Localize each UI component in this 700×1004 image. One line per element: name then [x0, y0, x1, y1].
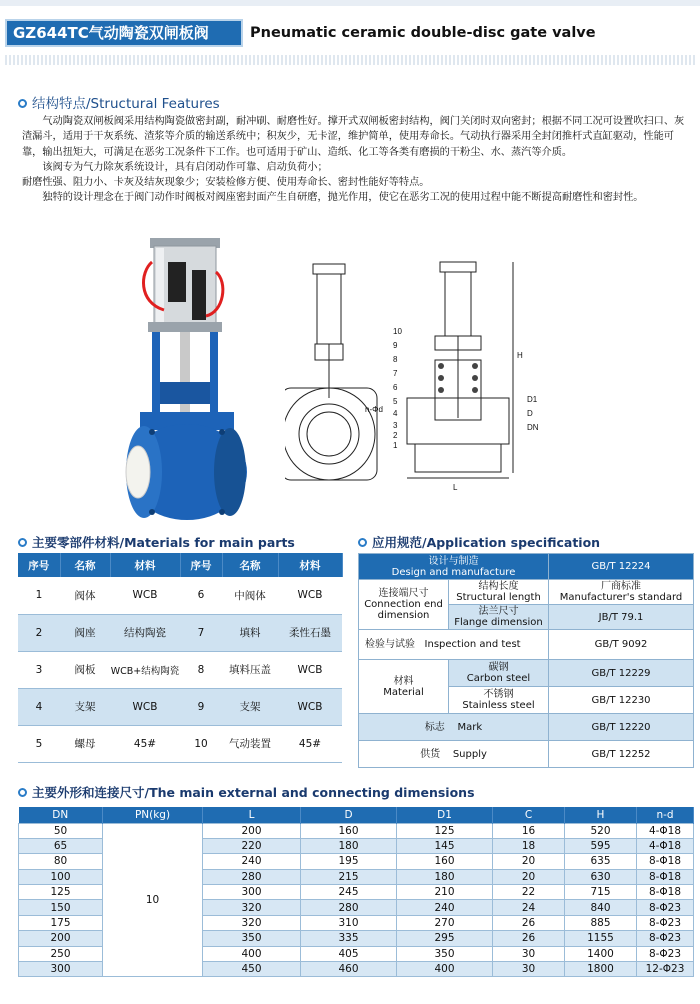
- dim-label: DN: [527, 423, 539, 432]
- cell: 1800: [565, 962, 637, 977]
- cell: 24: [493, 900, 565, 915]
- cell: 9: [180, 688, 222, 725]
- cell: 5: [18, 725, 60, 762]
- cell: 填料: [222, 614, 278, 651]
- part-label: 7: [393, 369, 398, 378]
- table-row: [19, 823, 694, 838]
- col-header: 名称: [60, 553, 110, 577]
- valve-photo: [112, 232, 262, 524]
- feature-paragraph: 独特的设计理念在于阀门动作时阀板对阀座密封面产生自研磨，抛光作用，使它在恶劣工况的使用过程中能不断提高耐磨性和密封性。: [42, 192, 644, 204]
- application-table: [358, 553, 694, 768]
- cell: 45#: [110, 725, 180, 762]
- cell: 1: [18, 577, 60, 614]
- cell: 填料压盖: [222, 651, 278, 688]
- cell: 阀板: [60, 651, 110, 688]
- cell: 50: [19, 823, 103, 838]
- cell: 阀座: [60, 614, 110, 651]
- cell: 连接端尺寸 Connection end dimension: [359, 580, 449, 630]
- cell: 125: [397, 823, 493, 838]
- cell: 8-Φ18: [637, 854, 694, 869]
- col-header: L: [203, 807, 301, 823]
- technical-drawing: [285, 248, 685, 516]
- feature-paragraph: 该阀专为气力除灰系统设计，具有启闭动作可靠、启动负荷小；: [42, 161, 328, 173]
- cell: 30: [493, 962, 565, 977]
- cell: 160: [301, 823, 397, 838]
- cell: 180: [397, 869, 493, 884]
- cell: 145: [397, 838, 493, 853]
- cell: 4-Φ18: [637, 823, 694, 838]
- table-header-row: [18, 553, 342, 577]
- cell: 635: [565, 854, 637, 869]
- table-row: [18, 725, 342, 762]
- cell: 450: [203, 962, 301, 977]
- dimensions-table: [18, 807, 694, 977]
- part-label: 9: [393, 341, 398, 350]
- cell: 6: [180, 577, 222, 614]
- cell: 法兰尺寸 Flange dimension: [449, 605, 549, 630]
- cell: 4: [18, 688, 60, 725]
- cell: 335: [301, 931, 397, 946]
- cell: 125: [19, 885, 103, 900]
- dim-label: L: [453, 483, 458, 492]
- cell: 595: [565, 838, 637, 853]
- cell: 16: [493, 823, 565, 838]
- cell: 设计与制造 Design and manufacture: [359, 554, 549, 580]
- part-label: 2: [393, 431, 398, 440]
- cell: 400: [203, 946, 301, 961]
- col-header: C: [493, 807, 565, 823]
- cell: GB/T 12230: [549, 687, 694, 714]
- col-header: D1: [397, 807, 493, 823]
- cell: 10: [180, 725, 222, 762]
- col-header: PN(kg): [103, 807, 203, 823]
- cell: 结构长度 Structural length: [449, 580, 549, 605]
- cell: 气动装置: [222, 725, 278, 762]
- cell: 65: [19, 838, 103, 853]
- cell: 245: [301, 885, 397, 900]
- cell: 检验与试验 Inspection and test: [359, 630, 549, 660]
- cell: 270: [397, 915, 493, 930]
- table-row: [359, 580, 694, 605]
- cell: 螺母: [60, 725, 110, 762]
- part-label: 3: [393, 421, 398, 430]
- cell: 碳钢 Carbon steel: [449, 660, 549, 687]
- cell: 8-Φ23: [637, 900, 694, 915]
- cell: 180: [301, 838, 397, 853]
- cell: 300: [203, 885, 301, 900]
- cell: GB/T 12252: [549, 741, 694, 768]
- col-header: 序号: [18, 553, 60, 577]
- structural-heading: 结构特点/Structural Features: [18, 92, 220, 112]
- cell: WCB: [278, 577, 342, 614]
- cell: 150: [19, 900, 103, 915]
- page-title-cn: GZ644TC气动陶瓷双闸板阀: [5, 19, 243, 47]
- col-header: n-d: [637, 807, 694, 823]
- cell: 210: [397, 885, 493, 900]
- dim-label: n-Φd: [365, 405, 383, 414]
- cell: 240: [203, 854, 301, 869]
- cell: 7: [180, 614, 222, 651]
- col-header: 序号: [180, 553, 222, 577]
- dim-label: D1: [527, 395, 538, 404]
- table-row: [359, 554, 694, 580]
- cell: 22: [493, 885, 565, 900]
- table-header-row: [19, 807, 694, 823]
- cell: 1155: [565, 931, 637, 946]
- cell: 250: [19, 946, 103, 961]
- cell: 520: [565, 823, 637, 838]
- cell: 20: [493, 854, 565, 869]
- dimensions-heading: 主要外形和连接尺寸/The main external and connecting dimensions: [18, 783, 475, 801]
- cell: 100: [19, 869, 103, 884]
- cell: 供货 Supply: [359, 741, 549, 768]
- cell: 12-Φ23: [637, 962, 694, 977]
- col-header: 材料: [110, 553, 180, 577]
- cell: WCB: [110, 688, 180, 725]
- cell: 2: [18, 614, 60, 651]
- cell: 320: [203, 915, 301, 930]
- cell: 支架: [222, 688, 278, 725]
- cell: 30: [493, 946, 565, 961]
- cell: 240: [397, 900, 493, 915]
- bullet-icon: [18, 99, 27, 108]
- cell: 215: [301, 869, 397, 884]
- cell: WCB+结构陶瓷: [110, 651, 180, 688]
- part-label: 8: [393, 355, 398, 364]
- bullet-icon: [18, 538, 27, 547]
- application-heading: 应用规范/Application specification: [358, 533, 600, 551]
- cell: 715: [565, 885, 637, 900]
- cell: WCB: [278, 688, 342, 725]
- cell: 18: [493, 838, 565, 853]
- cell: 310: [301, 915, 397, 930]
- page-title-en: Pneumatic ceramic double-disc gate valve: [250, 25, 596, 41]
- cell: 460: [301, 962, 397, 977]
- cell: 26: [493, 931, 565, 946]
- cell: 支架: [60, 688, 110, 725]
- cell: 320: [203, 900, 301, 915]
- materials-table: [18, 553, 343, 763]
- col-header: DN: [19, 807, 103, 823]
- cell: 220: [203, 838, 301, 853]
- cell: 350: [397, 946, 493, 961]
- cell: 885: [565, 915, 637, 930]
- col-header: 名称: [222, 553, 278, 577]
- cell: 材料 Material: [359, 660, 449, 714]
- cell: 4-Φ18: [637, 838, 694, 853]
- bullet-icon: [358, 538, 367, 547]
- cell: 200: [203, 823, 301, 838]
- cell: 630: [565, 869, 637, 884]
- cell: GB/T 12220: [549, 714, 694, 741]
- table-row: [359, 630, 694, 660]
- part-label: 1: [393, 441, 398, 450]
- cell: 280: [203, 869, 301, 884]
- cell: 405: [301, 946, 397, 961]
- feature-paragraph: 气动陶瓷双闸板阀采用结构陶瓷做密封副，耐冲刷、耐磨性好。撑开式双闸板密封结构，阀门关闭时双向密封；根据不同工况可设置吹扫口、灰渣漏斗，适用于干灰系统、渣浆等介质的输送系统中；积灰少，无卡涩，维护简单，使用寿命长。气动执行器采用全封闭推杆式直缸驱动，性能可靠，输出扭矩大，可满足在恶劣工况条件下工作。也可适用于矿山、造纸、化工等各类有磨损的干粉尘、水、蒸汽等介质。: [22, 116, 685, 158]
- col-header: H: [565, 807, 637, 823]
- table-row: [18, 577, 342, 614]
- cell: 200: [19, 931, 103, 946]
- dim-label: H: [517, 351, 523, 360]
- table-row: [359, 714, 694, 741]
- cell: 8-Φ18: [637, 869, 694, 884]
- cell: 80: [19, 854, 103, 869]
- col-header: D: [301, 807, 397, 823]
- cell: 8-Φ18: [637, 885, 694, 900]
- cell: 标志 Mark: [359, 714, 549, 741]
- top-strip: [0, 0, 700, 6]
- bullet-icon: [18, 788, 27, 797]
- cell: 8-Φ23: [637, 915, 694, 930]
- cell: 160: [397, 854, 493, 869]
- cell: 中阀体: [222, 577, 278, 614]
- cell: WCB: [278, 651, 342, 688]
- cell: WCB: [110, 577, 180, 614]
- cell: JB/T 79.1: [549, 605, 694, 630]
- table-row: [18, 688, 342, 725]
- cell: 840: [565, 900, 637, 915]
- cell: 20: [493, 869, 565, 884]
- cell: 195: [301, 854, 397, 869]
- cell: 295: [397, 931, 493, 946]
- col-header: 材料: [278, 553, 342, 577]
- cell: 8-Φ23: [637, 931, 694, 946]
- feature-paragraph: 耐磨性强、阻力小、卡灰及结灰现象少；安装检修方便、使用寿命长、密封性能好等特点。: [22, 177, 430, 189]
- cell: 8-Φ23: [637, 946, 694, 961]
- cell: 厂商标准 Manufacturer's standard: [549, 580, 694, 605]
- table-row: [359, 660, 694, 687]
- cell: 3: [18, 651, 60, 688]
- cell: 阀体: [60, 577, 110, 614]
- cell: 不锈钢 Stainless steel: [449, 687, 549, 714]
- cell: GB/T 9092: [549, 630, 694, 660]
- materials-heading: 主要零部件材料/Materials for main parts: [18, 533, 295, 551]
- cell: 柔性石墨: [278, 614, 342, 651]
- cell: 45#: [278, 725, 342, 762]
- cell: 结构陶瓷: [110, 614, 180, 651]
- cell: 400: [397, 962, 493, 977]
- part-label: 5: [393, 397, 398, 406]
- cell: 8: [180, 651, 222, 688]
- table-row: [359, 741, 694, 768]
- cell: 300: [19, 962, 103, 977]
- cell: GB/T 12229: [549, 660, 694, 687]
- cell: 175: [19, 915, 103, 930]
- part-label: 6: [393, 383, 398, 392]
- table-row: [18, 651, 342, 688]
- cell: 350: [203, 931, 301, 946]
- header-divider: [5, 55, 695, 65]
- dim-label: D: [527, 409, 533, 418]
- cell: GB/T 12224: [549, 554, 694, 580]
- cell: 10: [103, 823, 203, 977]
- part-label: 4: [393, 409, 398, 418]
- structural-text: [22, 114, 694, 206]
- part-label: 10: [393, 327, 402, 336]
- cell: 280: [301, 900, 397, 915]
- cell: 1400: [565, 946, 637, 961]
- table-row: [18, 614, 342, 651]
- cell: 26: [493, 915, 565, 930]
